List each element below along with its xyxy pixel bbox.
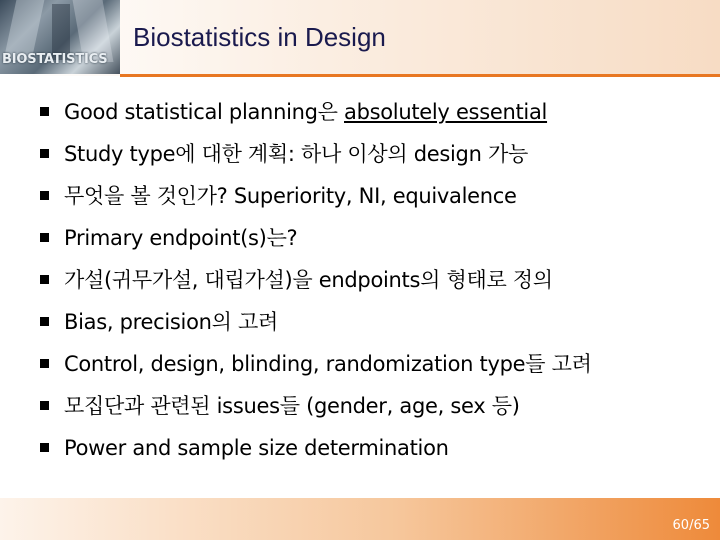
page-number: 60/65 bbox=[672, 518, 710, 533]
square-bullet-icon bbox=[40, 317, 49, 326]
logo-text: BIOSTATISTICS bbox=[2, 52, 108, 67]
bullet-emphasis: absolutely essential bbox=[344, 100, 548, 124]
bullet-text: Study type에 대한 계획: 하나 이상의 design 가능 bbox=[64, 142, 528, 166]
slide-title: Biostatistics in Design bbox=[133, 22, 386, 52]
bullet-item bbox=[40, 346, 592, 388]
square-bullet-icon bbox=[40, 275, 49, 284]
bullet-text: 모집단과 관련된 issues들 (gender, age, sex 등) bbox=[64, 394, 520, 418]
bullet-text: 가설(귀무가설, 대립가설)을 endpoints의 형태로 정의 bbox=[64, 268, 553, 292]
bullet-item bbox=[40, 178, 592, 220]
bullet-item bbox=[40, 136, 592, 178]
biostatistics-logo bbox=[0, 0, 120, 74]
bullet-item bbox=[40, 220, 592, 262]
square-bullet-icon bbox=[40, 191, 49, 200]
bullet-list bbox=[40, 94, 592, 472]
square-bullet-icon bbox=[40, 359, 49, 368]
square-bullet-icon bbox=[40, 443, 49, 452]
bullet-item bbox=[40, 304, 592, 346]
bullet-text: Primary endpoint(s)는? bbox=[64, 226, 298, 250]
logo-panel bbox=[4, 0, 45, 60]
bullet-item bbox=[40, 262, 592, 304]
footer-bar bbox=[0, 498, 720, 540]
bullet-item bbox=[40, 94, 592, 136]
bullet-text: Bias, precision의 고려 bbox=[64, 310, 278, 334]
square-bullet-icon bbox=[40, 233, 49, 242]
bullet-text: Power and sample size determination bbox=[64, 436, 449, 460]
header-divider bbox=[120, 74, 720, 77]
bullet-item bbox=[40, 388, 592, 430]
square-bullet-icon bbox=[40, 401, 49, 410]
bullet-text: 무엇을 볼 것인가? Superiority, NI, equivalence bbox=[64, 184, 517, 208]
bullet-item bbox=[40, 430, 592, 472]
bullet-text: Good statistical planning은 bbox=[64, 100, 345, 124]
bullet-text: Control, design, blinding, randomization type들 고려 bbox=[64, 352, 592, 376]
square-bullet-icon bbox=[40, 149, 49, 158]
square-bullet-icon bbox=[40, 107, 49, 116]
